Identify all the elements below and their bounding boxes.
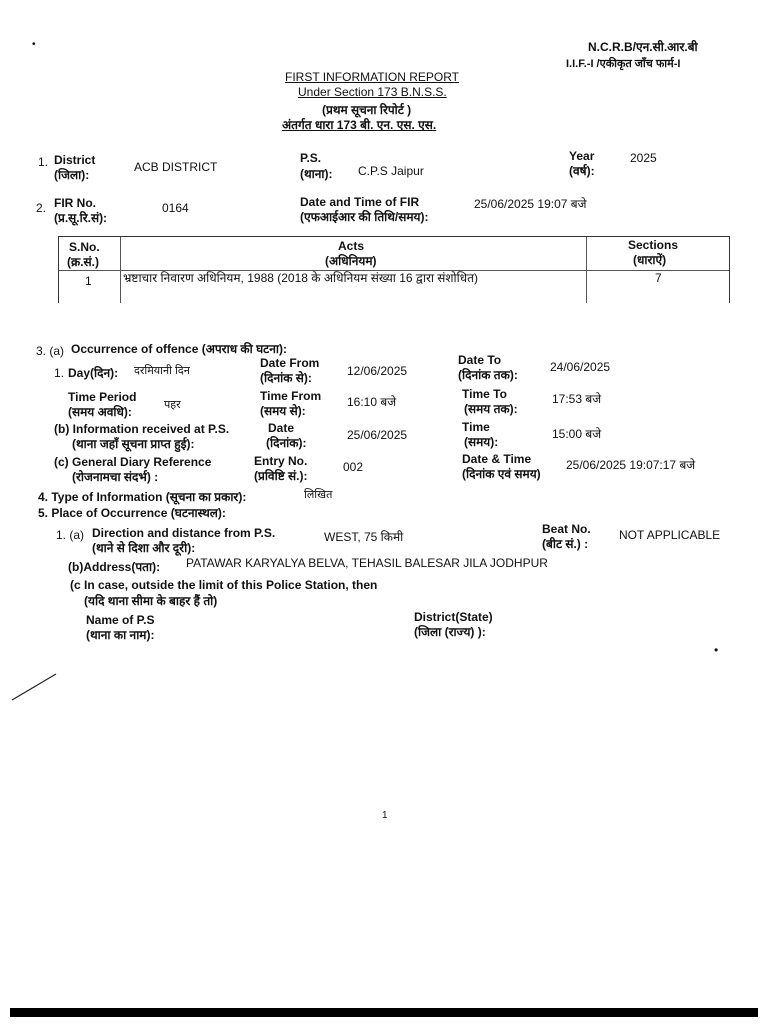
report-title-hindi: (प्रथम सूचना रिपोर्ट ): [322, 103, 412, 117]
occurrence-heading: Occurrence of offence (अपराध की घटना):: [71, 342, 287, 356]
beat-number-label: Beat No.: [542, 522, 591, 536]
gd-reference-label-hindi: (रोजनामचा संदर्भ) :: [72, 470, 159, 484]
gd-reference-label: (c) General Diary Reference: [54, 455, 212, 469]
info-received-label: (b) Information received at P.S.: [54, 422, 230, 436]
date-from-value: 12/06/2025: [347, 364, 408, 378]
act-row-section: 7: [655, 271, 662, 285]
time-from-value: 16:10 बजे: [347, 395, 397, 409]
direction-label: Direction and distance from P.S.: [92, 526, 276, 540]
outside-limit-label-hindi: (यदि थाना सीमा के बाहर हैं तो): [84, 594, 218, 608]
ps-label-hindi: (थाना):: [300, 167, 333, 181]
section3-number: 3. (a): [36, 344, 65, 358]
date-from-label: Date From: [260, 356, 320, 370]
entry-number-value: 002: [343, 460, 364, 474]
year-value: 2025: [630, 151, 657, 165]
day-label: Day(दिन):: [68, 366, 119, 380]
ps-name-label: Name of P.S: [86, 613, 155, 627]
year-label-hindi: (वर्ष):: [569, 164, 595, 178]
district-label: District: [54, 153, 96, 167]
address-label: (b)Address(पता):: [68, 560, 161, 574]
item-number-1: 1.: [38, 155, 49, 169]
page-number: 1: [382, 810, 388, 821]
report-title: FIRST INFORMATION REPORT: [285, 70, 460, 84]
info-date-label: Date: [268, 421, 295, 435]
entry-number-label-hindi: (प्रविष्टि सं.):: [254, 469, 308, 483]
district-state-label: District(State): [414, 610, 493, 624]
fir-datetime-value: 25/06/2025 19:07 बजे: [474, 197, 587, 211]
place-of-occurrence-label: 5. Place of Occurrence (घटनास्थल):: [38, 506, 226, 520]
date-from-label-hindi: (दिनांक से):: [260, 371, 312, 385]
acts-table: [58, 236, 730, 303]
gd-datetime-value: 25/06/2025 19:07:17 बजे: [566, 458, 696, 472]
report-subtitle-hindi: अंतर्गत धारा 173 बी. एन. एस. एस.: [282, 118, 437, 132]
act-row-sno: 1: [85, 274, 92, 288]
address-value: PATAWAR KARYALYA BELVA, TEHASIL BALESAR JILA JODHPUR: [186, 556, 548, 570]
sections-header-hindi: (धाराऐं): [633, 253, 667, 267]
ps-name-label-hindi: (थाना का नाम):: [86, 628, 155, 642]
time-period-label: Time Period: [68, 390, 137, 404]
info-time-value: 15:00 बजे: [552, 427, 602, 441]
scan-edge-bar: [10, 1008, 758, 1017]
pen-stroke-mark: [10, 670, 60, 704]
entry-number-label: Entry No.: [254, 454, 308, 468]
time-period-value: पहर: [164, 399, 181, 411]
direction-value: WEST, 75 किमी: [324, 530, 404, 544]
time-period-label-hindi: (समय अवधि):: [68, 405, 132, 419]
fir-number-label-hindi: (प्र.सू.रि.सं):: [54, 211, 108, 225]
date-to-value: 24/06/2025: [550, 360, 611, 374]
info-date-value: 25/06/2025: [347, 428, 408, 442]
stray-tick-mark: •: [714, 643, 719, 657]
sections-header: Sections: [628, 238, 679, 252]
ps-value: C.P.S Jaipur: [358, 164, 424, 178]
act-row-name: भ्रष्टाचार निवारण अधिनियम, 1988 (2018 के अधिनियम संख्या 16 द्वारा संशोधित): [123, 271, 478, 285]
sno-header: S.No.: [69, 240, 100, 254]
acts-header-hindi: (अधिनियम): [325, 254, 377, 268]
gd-datetime-label: Date & Time: [462, 452, 532, 466]
info-received-label-hindi: (थाना जहाँ सूचना प्राप्त हुई):: [72, 437, 195, 451]
report-subtitle: Under Section 173 B.N.S.S.: [298, 85, 447, 99]
beat-number-label-hindi: (बीट सं.) :: [542, 537, 589, 551]
day-value: दरमियानी दिन: [134, 365, 190, 377]
date-to-label-hindi: (दिनांक तक):: [458, 368, 518, 382]
district-state-label-hindi: (जिला (राज्य) ):: [414, 625, 486, 639]
acts-header: Acts: [338, 239, 365, 253]
fir-number-value: 0164: [162, 201, 189, 215]
item-number-2: 2.: [36, 201, 47, 215]
ps-label: P.S.: [300, 151, 322, 165]
district-value: ACB DISTRICT: [134, 160, 218, 174]
fir-datetime-label: Date and Time of FIR: [300, 195, 420, 209]
district-label-hindi: (जिला):: [54, 168, 90, 182]
time-to-value: 17:53 बजे: [552, 392, 602, 406]
info-time-label: Time: [462, 420, 490, 434]
time-from-label-hindi: (समय से):: [260, 404, 306, 418]
info-date-label-hindi: (दिनांक):: [266, 436, 307, 450]
stray-dot-mark: •: [32, 39, 36, 50]
outside-limit-label: (c In case, outside the limit of this Police Station, then: [70, 578, 378, 592]
time-to-label-hindi: (समय तक):: [464, 402, 518, 416]
sno-header-hindi: (क्र.सं.): [67, 255, 99, 269]
info-type-value: लिखित: [304, 489, 333, 501]
beat-number-value: NOT APPLICABLE: [619, 528, 721, 542]
direction-item-number: 1. (a): [56, 528, 85, 542]
date-to-label: Date To: [458, 353, 502, 367]
gd-datetime-label-hindi: (दिनांक एवं समय): [462, 467, 541, 481]
time-from-label: Time From: [260, 389, 322, 403]
year-label: Year: [569, 149, 595, 163]
info-type-label: 4. Type of Information (सूचना का प्रकार):: [38, 490, 247, 504]
info-time-label-hindi: (समय):: [464, 435, 499, 449]
fir-number-label: FIR No.: [54, 196, 96, 210]
iif-form-label: I.I.F.-I /एकीकृत जाँच फार्म-I: [566, 58, 681, 70]
ncrb-label: N.C.R.B/एन.सी.आर.बी: [588, 40, 698, 54]
direction-label-hindi: (थाने से दिशा और दूरी):: [92, 541, 196, 555]
day-item-number: 1.: [54, 366, 65, 380]
fir-datetime-label-hindi: (एफआईआर की तिथि/समय):: [300, 210, 429, 224]
time-to-label: Time To: [462, 387, 507, 401]
